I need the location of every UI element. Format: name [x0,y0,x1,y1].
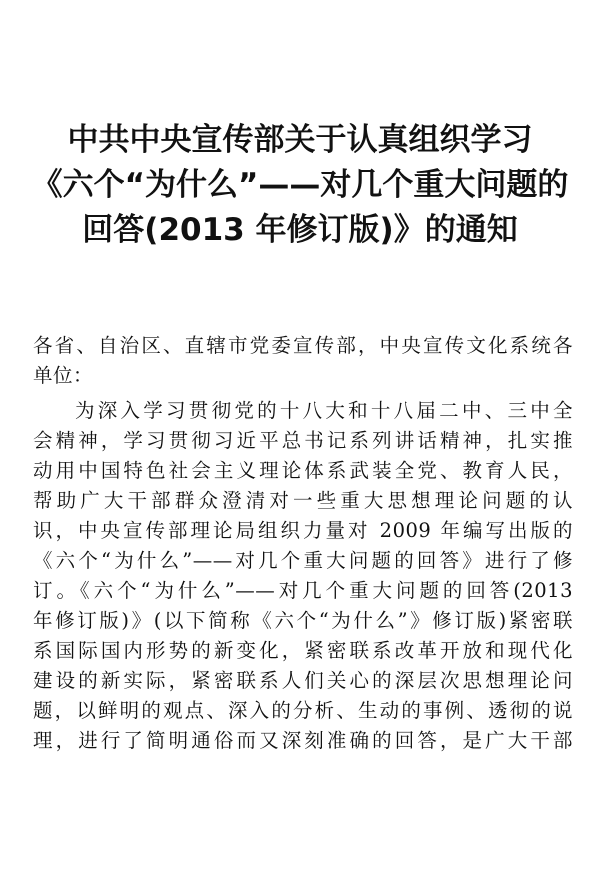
document-title [30,118,570,253]
salutation-line-2: 单位： [33,364,94,387]
body-line-8: 年修订版)》(以下简称《六个“为什么”》修订版)紧密联 [33,609,573,632]
body-line-12: 理，进行了简明通俗而又深刻准确的回答，是广大干部 [33,729,573,752]
body-line-9: 系国际国内形势的新变化，紧密联系改革开放和现代化 [33,639,573,662]
body-line-11: 题，以鲜明的观点、深入的分析、生动的事例、透彻的说 [33,699,573,722]
body-line-7: 订。《六个“为什么”——对几个重大问题的回答(2013 [33,579,573,602]
body-line-10: 建设的新实际，紧密联系人们关心的深层次思想理论问 [33,669,573,692]
body-line-3: 动用中国特色社会主义理论体系武装全党、教育人民， [33,459,573,482]
body-line-4: 帮助广大干部群众澄清对一些重大思想理论问题的认 [33,489,573,512]
body-line-5: 识，中央宣传部理论局组织力量对 2009 年编写出版的 [33,519,573,542]
body-line-2: 会精神，学习贯彻习近平总书记系列讲话精神，扎实推 [33,429,573,452]
document-body [33,331,573,756]
body-line-6: 《六个“为什么”——对几个重大问题的回答》进行了修 [33,549,573,572]
title-line-2: 《六个“为什么”——对几个重大问题的 [31,167,569,203]
title-line-3: 回答(2013 年修订版)》的通知 [82,212,518,248]
body-line-1: 为深入学习贯彻党的十八大和十八届二中、三中全 [75,399,573,422]
title-line-1: 中共中央宣传部关于认真组织学习 [67,122,533,158]
salutation-line-1: 各省、自治区、直辖市党委宣传部，中央宣传文化系统各 [33,334,573,357]
